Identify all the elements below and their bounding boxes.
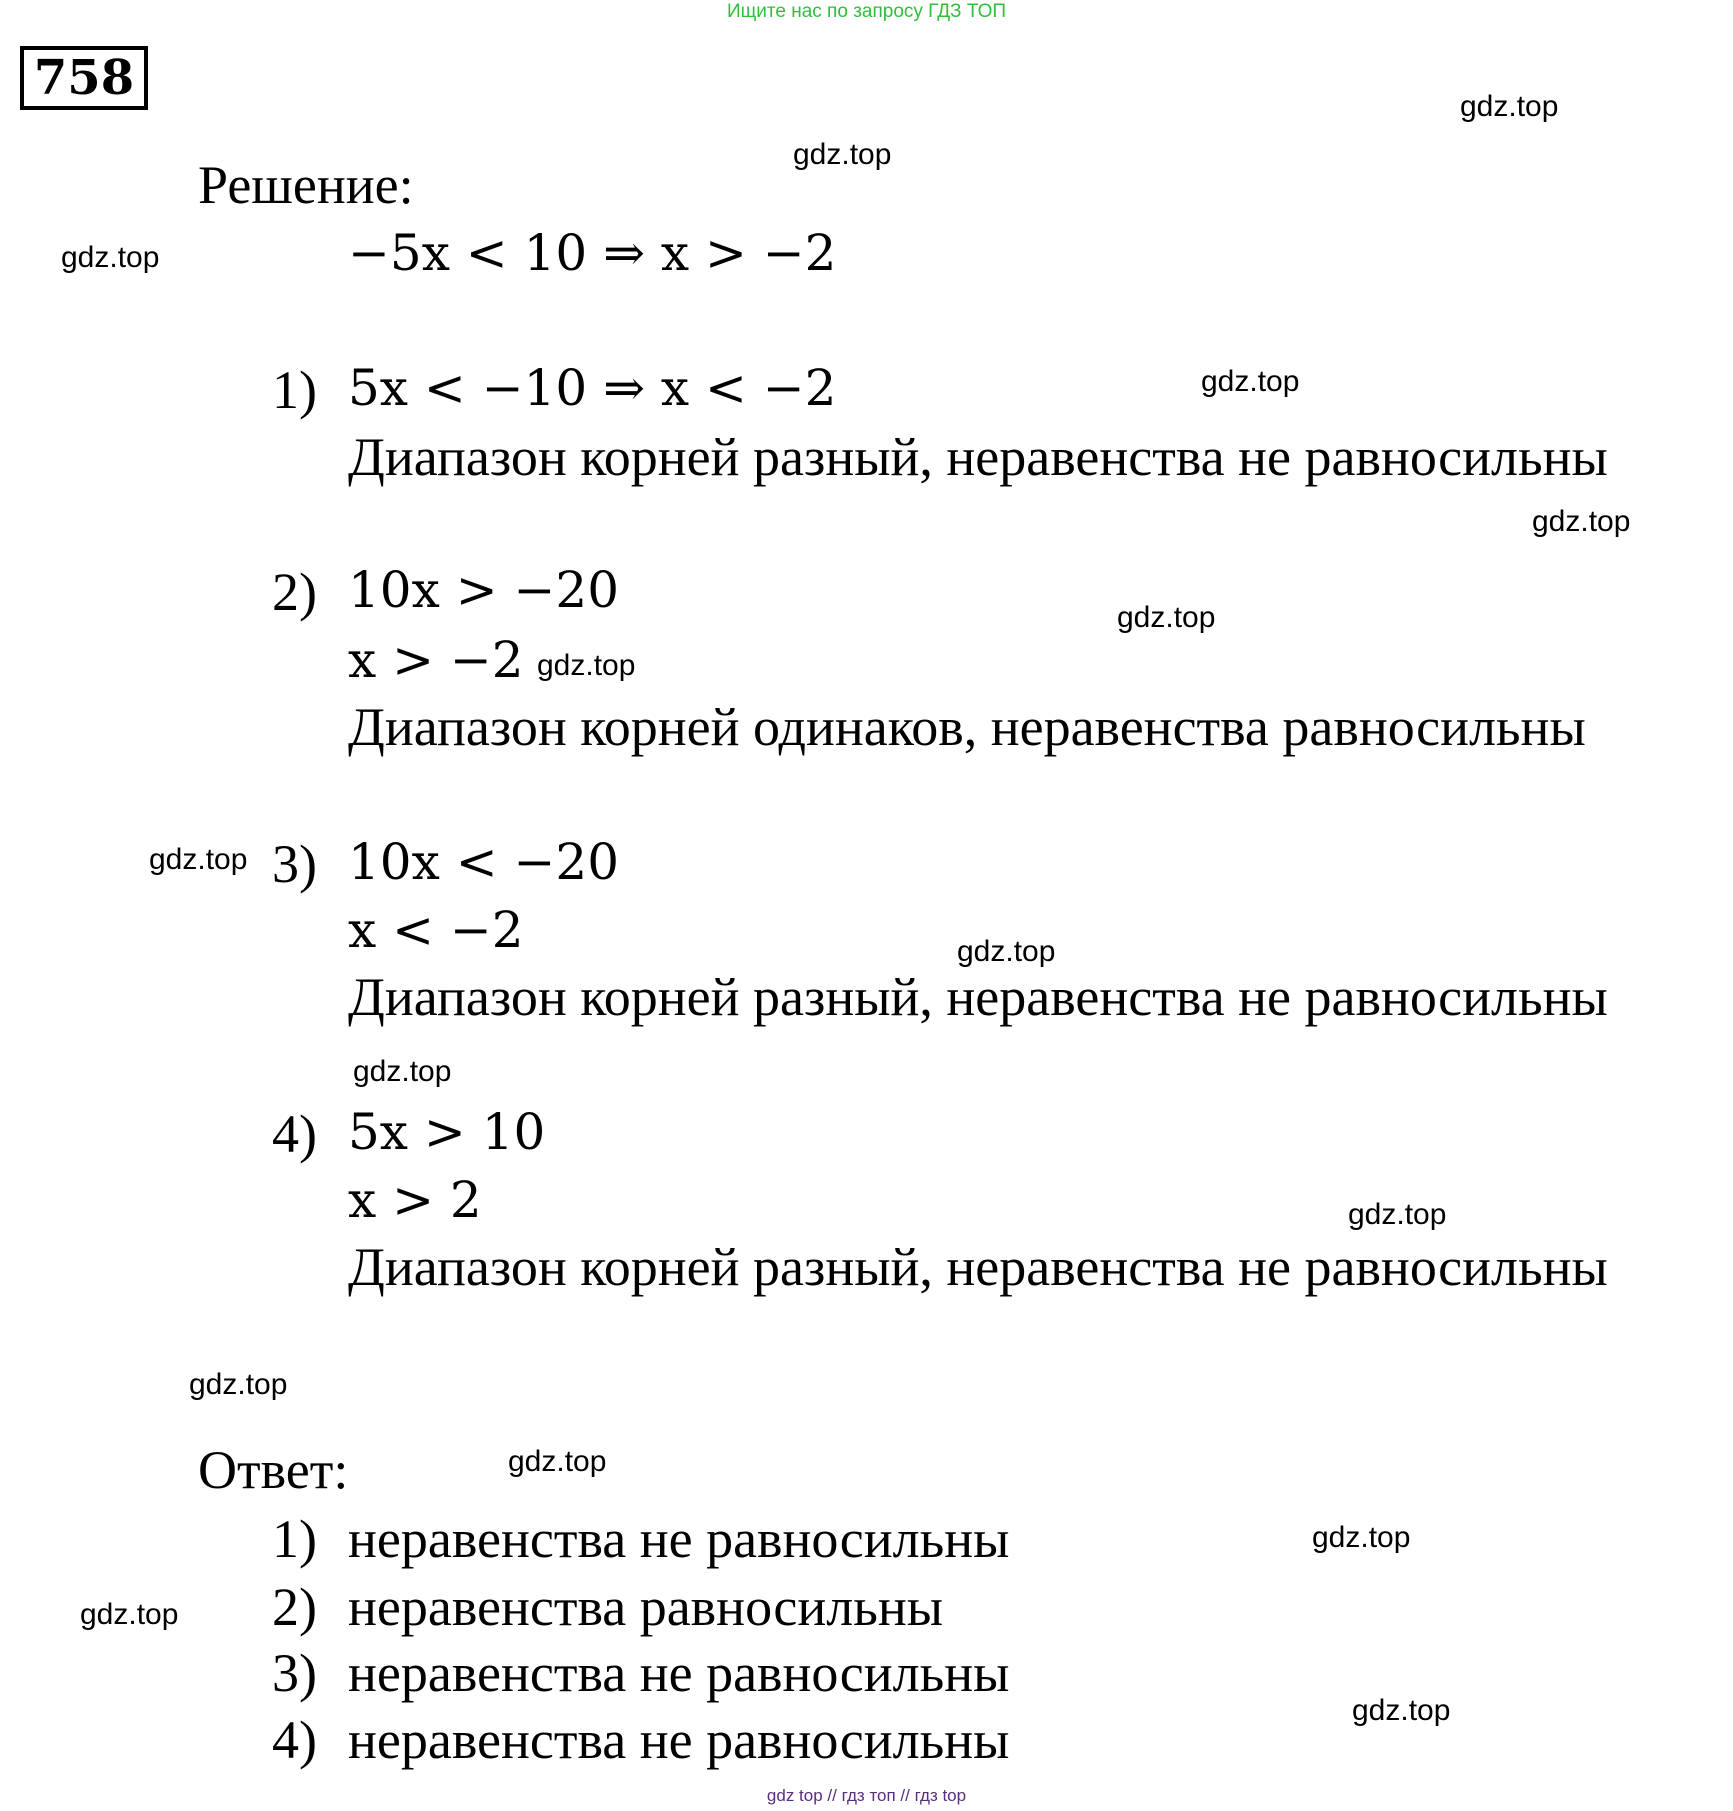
watermark: gdz.top	[353, 1055, 452, 1088]
watermark: gdz.top	[1117, 601, 1216, 634]
item-3-marker: 3)	[272, 834, 317, 894]
item-4-line-1: 5x > 10	[348, 1103, 546, 1161]
watermark: gdz.top	[149, 843, 248, 876]
task-number: 758	[20, 46, 148, 110]
item-2-marker: 2)	[272, 562, 317, 622]
item-3-line-2: x < −2	[348, 901, 524, 959]
answer-3-text: неравенства не равносильны	[348, 1643, 1010, 1703]
answer-3-marker: 3)	[272, 1643, 317, 1703]
item-4-marker: 4)	[272, 1104, 317, 1164]
watermark: gdz.top	[1348, 1198, 1447, 1231]
watermark: gdz.top	[793, 138, 892, 171]
main-inequality: −5x < 10 ⇒ x > −2	[348, 224, 837, 282]
answer-1-text: неравенства не равносильны	[348, 1509, 1010, 1569]
item-1-line-1: 5x < −10 ⇒ x < −2	[348, 359, 837, 417]
item-1-conclusion: Диапазон корней разный, неравенства не равносильны	[348, 427, 1608, 487]
item-1-marker: 1)	[272, 360, 317, 420]
answer-1-marker: 1)	[272, 1509, 317, 1569]
watermark: gdz.top	[1460, 90, 1559, 123]
answer-2-marker: 2)	[272, 1577, 317, 1637]
watermark: gdz.top	[508, 1445, 607, 1478]
watermark: gdz.top	[957, 935, 1056, 968]
item-4-conclusion: Диапазон корней разный, неравенства не равносильны	[348, 1237, 1608, 1297]
watermark: gdz.top	[1201, 365, 1300, 398]
item-2-line-1: 10x > −20	[348, 561, 620, 619]
solution-label: Решение:	[198, 155, 414, 215]
watermark: gdz.top	[1532, 505, 1631, 538]
watermark: gdz.top	[189, 1368, 288, 1401]
item-4-line-2: x > 2	[348, 1171, 482, 1229]
answer-4-text: неравенства не равносильны	[348, 1710, 1010, 1770]
answer-4-marker: 4)	[272, 1710, 317, 1770]
watermark: gdz.top	[1312, 1521, 1411, 1554]
item-2-line-2: x > −2	[348, 631, 524, 689]
item-3-line-1: 10x < −20	[348, 833, 620, 891]
watermark: gdz.top	[61, 241, 160, 274]
answer-2-text: неравенства равносильны	[348, 1577, 944, 1637]
watermark: gdz.top	[537, 649, 636, 682]
item-3-conclusion: Диапазон корней разный, неравенства не равносильны	[348, 967, 1608, 1027]
watermark: gdz.top	[80, 1598, 179, 1631]
bottom-banner: gdz top // гдз топ // гдз top	[766, 1786, 967, 1805]
top-banner: Ищите нас по запросу ГДЗ ТОП	[726, 1, 1007, 22]
answer-label: Ответ:	[198, 1440, 349, 1500]
item-2-conclusion: Диапазон корней одинаков, неравенства равносильны	[348, 697, 1586, 757]
watermark: gdz.top	[1352, 1694, 1451, 1727]
